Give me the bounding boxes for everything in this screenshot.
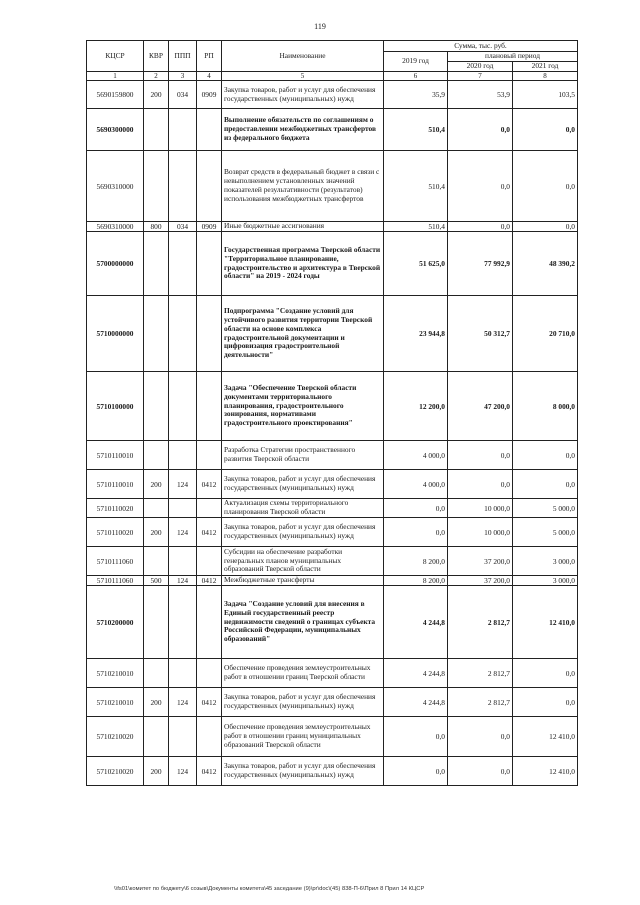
kvr-cell	[144, 232, 169, 296]
kvr-cell	[144, 547, 169, 576]
kvr-cell	[144, 296, 169, 372]
value-2020-cell: 0,0	[448, 757, 513, 786]
header-year-2020: 2020 год	[448, 62, 513, 72]
ppp-cell	[169, 296, 197, 372]
kcsr-cell: 5710110020	[87, 499, 144, 518]
value-2020-cell: 0,0	[448, 109, 513, 151]
value-2020-cell: 2 812,7	[448, 586, 513, 659]
value-2021-cell: 48 390,2	[513, 232, 578, 296]
header-ppp: ППП	[169, 41, 197, 72]
ppp-cell	[169, 586, 197, 659]
table-row	[87, 222, 578, 232]
kvr-cell	[144, 151, 169, 222]
header-kcsr: КЦСР	[87, 41, 144, 72]
ppp-cell: 124	[169, 576, 197, 586]
value-2019-cell: 23 944,8	[384, 296, 448, 372]
footer-file-path: \\fs01\комитет по бюджету\6 созыв\Документы комитета\45 заседание (9)\pr\doc\(45) 838-П-6\Прил 8 Прил 14 КЦСР	[114, 886, 425, 892]
rp-cell	[197, 717, 222, 757]
name-cell: Закупка товаров, работ и услуг для обеспечения государственных (муниципальных) нужд	[222, 81, 384, 109]
value-2021-cell: 0,0	[513, 222, 578, 232]
value-2019-cell: 0,0	[384, 518, 448, 547]
rp-cell	[197, 441, 222, 470]
value-2020-cell: 0,0	[448, 441, 513, 470]
header-year-2021: 2021 год	[513, 62, 578, 72]
rp-cell: 0909	[197, 81, 222, 109]
table-row	[87, 499, 578, 518]
kcsr-cell: 5710210020	[87, 757, 144, 786]
name-cell: Закупка товаров, работ и услуг для обеспечения государственных (муниципальных) нужд	[222, 470, 384, 499]
value-2021-cell: 0,0	[513, 470, 578, 499]
ppp-cell	[169, 372, 197, 441]
ppp-cell: 124	[169, 470, 197, 499]
kcsr-cell: 5710210010	[87, 659, 144, 688]
kcsr-cell: 5710110010	[87, 470, 144, 499]
name-cell: Субсидии на обеспечение разработки генеральных планов муниципальных образований Тверской области	[222, 547, 384, 576]
kcsr-cell: 5710110020	[87, 518, 144, 547]
ppp-cell: 124	[169, 757, 197, 786]
value-2020-cell: 0,0	[448, 151, 513, 222]
column-number: 3	[169, 72, 197, 81]
kvr-cell	[144, 717, 169, 757]
table-row	[87, 81, 578, 109]
ppp-cell	[169, 151, 197, 222]
rp-cell: 0412	[197, 576, 222, 586]
kcsr-cell: 5690300000	[87, 109, 144, 151]
header-planned-period: плановый период	[448, 52, 578, 62]
value-2021-cell: 20 710,0	[513, 296, 578, 372]
value-2019-cell: 0,0	[384, 717, 448, 757]
value-2020-cell: 2 812,7	[448, 659, 513, 688]
name-cell: Государственная программа Тверской области "Территориальное планирование, градостроительство и архитектура в Тверской области" на 2019 - 2024 годы	[222, 232, 384, 296]
kvr-cell: 200	[144, 81, 169, 109]
value-2019-cell: 35,9	[384, 81, 448, 109]
table-row	[87, 547, 578, 576]
name-cell: Иные бюджетные ассигнования	[222, 222, 384, 232]
rp-cell	[197, 151, 222, 222]
table-row	[87, 372, 578, 441]
kcsr-cell: 5710200000	[87, 586, 144, 659]
table-row	[87, 518, 578, 547]
value-2021-cell: 0,0	[513, 109, 578, 151]
value-2021-cell: 12 410,0	[513, 717, 578, 757]
value-2020-cell: 47 200,0	[448, 372, 513, 441]
value-2019-cell: 0,0	[384, 757, 448, 786]
value-2019-cell: 510,4	[384, 151, 448, 222]
table-row	[87, 441, 578, 470]
rp-cell: 0412	[197, 688, 222, 717]
table-row	[87, 109, 578, 151]
column-number: 2	[144, 72, 169, 81]
value-2021-cell: 5 000,0	[513, 499, 578, 518]
column-number: 8	[513, 72, 578, 81]
kvr-cell: 800	[144, 222, 169, 232]
kcsr-cell: 5710110010	[87, 441, 144, 470]
table-row	[87, 296, 578, 372]
value-2021-cell: 8 000,0	[513, 372, 578, 441]
name-cell: Задача "Обеспечение Тверской области документами территориального планирования, градостроительного зонирования, нормативами градостроительного проектирования"	[222, 372, 384, 441]
kvr-cell: 200	[144, 470, 169, 499]
value-2020-cell: 77 992,9	[448, 232, 513, 296]
header-rp: РП	[197, 41, 222, 72]
kcsr-cell: 5710111060	[87, 576, 144, 586]
ppp-cell	[169, 659, 197, 688]
kvr-cell: 200	[144, 518, 169, 547]
rp-cell	[197, 372, 222, 441]
value-2020-cell: 0,0	[448, 222, 513, 232]
rp-cell: 0909	[197, 222, 222, 232]
table-row	[87, 688, 578, 717]
kcsr-cell: 5690310000	[87, 222, 144, 232]
table-row	[87, 659, 578, 688]
header-sum: Сумма, тыс. руб.	[384, 41, 578, 52]
value-2020-cell: 10 000,0	[448, 499, 513, 518]
column-number: 4	[197, 72, 222, 81]
value-2021-cell: 0,0	[513, 151, 578, 222]
table-row	[87, 232, 578, 296]
rp-cell: 0412	[197, 518, 222, 547]
table-row	[87, 576, 578, 586]
kvr-cell	[144, 586, 169, 659]
kvr-cell: 500	[144, 576, 169, 586]
header-year-2019: 2019 год	[384, 52, 448, 72]
header-kvr: КВР	[144, 41, 169, 72]
kcsr-cell: 5690159800	[87, 81, 144, 109]
rp-cell	[197, 109, 222, 151]
kcsr-cell: 5710000000	[87, 296, 144, 372]
kcsr-cell: 5710100000	[87, 372, 144, 441]
name-cell: Обеспечение проведения землеустроительных работ в отношении границ Тверской области	[222, 659, 384, 688]
value-2019-cell: 12 200,0	[384, 372, 448, 441]
name-cell: Выполнение обязательств по соглашениям о предоставлении межбюджетных трансфертов из федерального бюджета	[222, 109, 384, 151]
name-cell: Подпрограмма "Создание условий для устойчивого развития территории Тверской области на основе комплекса градостроительной документации и цифровизация градостроительной деятельности"	[222, 296, 384, 372]
table-row	[87, 757, 578, 786]
rp-cell	[197, 499, 222, 518]
value-2019-cell: 510,4	[384, 222, 448, 232]
ppp-cell	[169, 717, 197, 757]
ppp-cell: 124	[169, 518, 197, 547]
value-2021-cell: 0,0	[513, 688, 578, 717]
value-2021-cell: 103,5	[513, 81, 578, 109]
column-number: 1	[87, 72, 144, 81]
ppp-cell: 034	[169, 222, 197, 232]
rp-cell	[197, 547, 222, 576]
value-2019-cell: 51 625,0	[384, 232, 448, 296]
value-2021-cell: 3 000,0	[513, 547, 578, 576]
value-2019-cell: 4 244,8	[384, 659, 448, 688]
name-cell: Закупка товаров, работ и услуг для обеспечения государственных (муниципальных) нужд	[222, 518, 384, 547]
value-2020-cell: 0,0	[448, 470, 513, 499]
name-cell: Закупка товаров, работ и услуг для обеспечения государственных (муниципальных) нужд	[222, 688, 384, 717]
kvr-cell	[144, 659, 169, 688]
rp-cell: 0412	[197, 757, 222, 786]
table-row	[87, 470, 578, 499]
value-2020-cell: 0,0	[448, 717, 513, 757]
value-2019-cell: 0,0	[384, 499, 448, 518]
value-2019-cell: 4 000,0	[384, 441, 448, 470]
header-name: Наименование	[222, 41, 384, 72]
name-cell: Закупка товаров, работ и услуг для обеспечения государственных (муниципальных) нужд	[222, 757, 384, 786]
rp-cell	[197, 659, 222, 688]
column-number-row	[87, 72, 578, 81]
budget-table	[86, 40, 578, 786]
value-2021-cell: 12 410,0	[513, 586, 578, 659]
name-cell: Межбюджетные трансферты	[222, 576, 384, 586]
rp-cell	[197, 296, 222, 372]
ppp-cell: 124	[169, 688, 197, 717]
kvr-cell: 200	[144, 757, 169, 786]
ppp-cell	[169, 232, 197, 296]
ppp-cell	[169, 441, 197, 470]
ppp-cell	[169, 547, 197, 576]
name-cell: Задача "Создание условий для внесения в Единый государственный реестр недвижимости сведений о границах субъекта Российской Федерации, муниципальных образований"	[222, 586, 384, 659]
value-2020-cell: 2 812,7	[448, 688, 513, 717]
table-body	[87, 81, 578, 786]
kvr-cell	[144, 499, 169, 518]
name-cell: Возврат средств в федеральный бюджет в связи с невыполнением установленных значений показателей результативности (результатов) использования межбюджетных трансфертов	[222, 151, 384, 222]
value-2020-cell: 53,9	[448, 81, 513, 109]
value-2019-cell: 4 244,8	[384, 688, 448, 717]
rp-cell	[197, 232, 222, 296]
rp-cell: 0412	[197, 470, 222, 499]
value-2020-cell: 10 000,0	[448, 518, 513, 547]
column-number: 5	[222, 72, 384, 81]
kvr-cell	[144, 109, 169, 151]
value-2021-cell: 5 000,0	[513, 518, 578, 547]
column-number: 7	[448, 72, 513, 81]
value-2019-cell: 8 200,0	[384, 547, 448, 576]
value-2020-cell: 50 312,7	[448, 296, 513, 372]
ppp-cell: 034	[169, 81, 197, 109]
ppp-cell	[169, 499, 197, 518]
value-2019-cell: 4 244,8	[384, 586, 448, 659]
kcsr-cell: 5690310000	[87, 151, 144, 222]
kvr-cell: 200	[144, 688, 169, 717]
value-2019-cell: 4 000,0	[384, 470, 448, 499]
value-2021-cell: 3 000,0	[513, 576, 578, 586]
kvr-cell	[144, 372, 169, 441]
value-2021-cell: 12 410,0	[513, 757, 578, 786]
value-2020-cell: 37 200,0	[448, 576, 513, 586]
table-row	[87, 717, 578, 757]
value-2019-cell: 8 200,0	[384, 576, 448, 586]
value-2021-cell: 0,0	[513, 659, 578, 688]
table-row	[87, 586, 578, 659]
name-cell: Актуализация схемы территориального планирования Тверской области	[222, 499, 384, 518]
kcsr-cell: 5710210010	[87, 688, 144, 717]
rp-cell	[197, 586, 222, 659]
page-number: 119	[314, 22, 326, 31]
table-row	[87, 151, 578, 222]
kcsr-cell: 5710111060	[87, 547, 144, 576]
value-2019-cell: 510,4	[384, 109, 448, 151]
value-2020-cell: 37 200,0	[448, 547, 513, 576]
name-cell: Обеспечение проведения землеустроительных работ в отношении границ муниципальных образований Тверской области	[222, 717, 384, 757]
kcsr-cell: 5700000000	[87, 232, 144, 296]
name-cell: Разработка Стратегии пространственного развития Тверской области	[222, 441, 384, 470]
ppp-cell	[169, 109, 197, 151]
kcsr-cell: 5710210020	[87, 717, 144, 757]
kvr-cell	[144, 441, 169, 470]
value-2021-cell: 0,0	[513, 441, 578, 470]
column-number: 6	[384, 72, 448, 81]
